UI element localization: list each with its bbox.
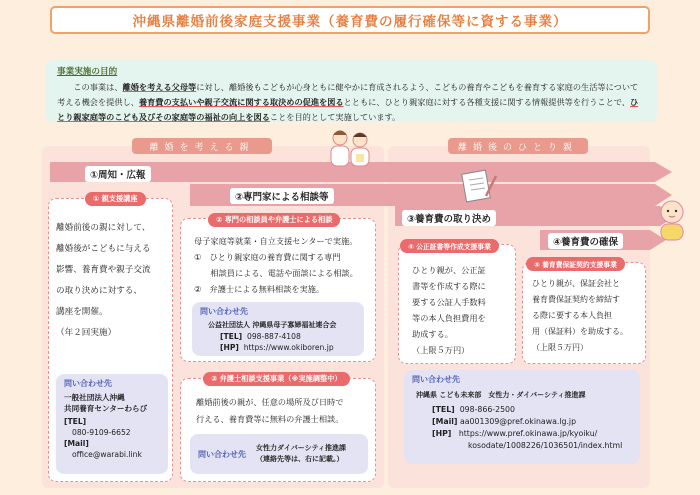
box5-line: （上限５万円） [532,343,588,352]
pill-guarantee-support: ⑤ 養育費保証契約支援事業 [526,257,625,271]
contact-org: 公益社団法人 沖縄県母子寡婦福祉連合会 [208,321,337,329]
box5-line: 養育費保証契約を締結す [532,295,620,304]
purpose-text: とともに、ひとり親家庭に対する各種支援に関する情報提供等を行うことで、 [343,97,630,107]
baby-icon [652,196,692,242]
box4-line: 等の本人負担費用を [412,313,486,323]
contact-warabi [56,374,168,474]
box2-line: 母子家庭等就業・自立支援センターで実施。 [194,236,358,246]
flow-step1-label: ①周知・広報 [85,166,151,182]
purpose-text: ことを目的として実施しています。 [269,112,401,122]
box1-text [56,218,171,344]
contact-org: 女性力ダイバーシティ推進課 [256,444,347,452]
purpose-emphasis: 離婚を考える父母等 [122,82,197,92]
box4-line: 助成する。 [412,329,453,339]
contact-org: 沖縄県 こども未来部 女性力・ダイバーシティ推進課 [416,391,586,399]
box2-line: ② 弁護士による無料相談を実施。 [194,284,325,294]
box1-line: 離婚後がこどもに与える [56,244,151,254]
box3-line: 行える、養育費等に無料の弁護士相談。 [196,414,344,424]
page-title: 沖縄県離婚前後家庭支援事業（養育費の履行確保等に資する事業） [50,6,650,34]
contact-mail: office@warabi.link [72,450,142,459]
flow-step3-label: ③養育費の取り決め [402,210,496,226]
contact-tel-label: [TEL] [432,405,455,414]
contact-tel: 098-887-4108 [246,332,301,341]
box5-text [532,276,644,356]
box5-line: る際に要する本人負担 [532,311,612,320]
pill-notary-support: ④ 公正証書等作成支援事業 [400,239,499,253]
purpose-emphasis: 養育費の支払いや親子交流に関する取決めの促進を図る [138,97,344,107]
contact-hp-label: [HP] [220,343,239,352]
purpose-heading: 事業実施の目的 [57,67,118,77]
pill-expert-consultation: ② 専門の相談員や弁護士による相談 [208,213,340,227]
pill-parent-seminar: ① 親支援講座 [85,192,146,206]
contact-hp-link-cont[interactable]: kosodate/1008226/1036501/index.html [468,441,623,450]
box2-line: 相談員による、電話や面談による相談。 [194,268,358,278]
box4-text [412,262,516,358]
contact-hp-link[interactable]: https://www.okiboren.jp [243,343,334,352]
contact-hp-link[interactable]: https://www.pref.okinawa.jp/kyoiku/ [458,429,598,438]
contact-okiboren [192,302,364,356]
contact-note: （連絡先等は、右に記載。） [256,455,344,463]
contact-hp-label: [HP] [432,429,452,438]
box5-line: ひとり親が、保証会社と [532,279,620,288]
contact-heading: 問い合わせ先 [200,307,248,316]
tab-before-divorce: 離婚を考える親 [132,138,272,154]
paper-pen-icon [458,168,500,204]
box5-line: 用（保証料）を助成する。 [532,327,628,336]
parents-icon [322,126,378,170]
flow-step2-label: ②専門家による相談等 [230,188,334,204]
contact-prefecture [404,370,640,464]
box4-line: 書等を作成する際に [412,281,486,291]
contact-org: 共同養育センターわらび [64,404,148,413]
pill-lawyer-support: ③ 弁護士相談支援事業（※実施調整中） [203,372,350,386]
box1-line: （年２回実施） [56,328,117,338]
contact-mail[interactable]: aa001309@pref.okinawa.lg.jp [459,417,577,426]
box3-line: 離婚前後の親が、任意の場所及び日時で [196,397,344,407]
box3-text [196,394,376,428]
contact-diversity-division [190,434,368,474]
box1-line: 離婚前後の親に対して、 [56,223,151,233]
box4-line: 要する公証人手数料 [412,297,486,307]
box4-line: （上限５万円） [412,345,470,355]
purpose-emphasis: ひとり親家庭等のこども及びその家庭等の福祉の向上を図る [57,97,639,122]
contact-org: 一般社団法人沖縄 [64,393,125,402]
purpose-text: この事業は、 [73,82,123,92]
box1-line: 影響、養育費や親子交流 [56,265,151,275]
contact-heading: 問い合わせ先 [64,379,112,388]
purpose-text: に対し、離婚後もこどもが心身ともに健やかに育成されるよう、こどもの養育やこどもを養育する家庭の生活等について考える機会を提供し、 [57,82,639,107]
contact-tel: 080-9109-6652 [72,428,131,437]
contact-mail-label: [Mail] [64,439,89,448]
contact-heading: 問い合わせ先 [198,449,246,459]
contact-tel: 098-866-2500 [459,405,515,414]
contact-tel-label: [TEL] [220,332,243,341]
box2-line: ① ひとり親家庭の養育費に関する専門 [194,252,341,262]
box1-line: の取り決めに対する、 [56,286,142,296]
contact-mail-label: [Mail] [432,417,458,426]
contact-heading: 問い合わせ先 [412,375,460,384]
tab-after-divorce: 離婚後のひとり親 [448,138,588,154]
box1-line: 講座を開催。 [56,307,108,317]
contact-tel-label: [TEL] [64,417,87,426]
box2-text [194,233,374,297]
box4-line: ひとり親が、公正証 [412,265,486,275]
flow-step4-label: ④養育費の確保 [548,233,623,249]
